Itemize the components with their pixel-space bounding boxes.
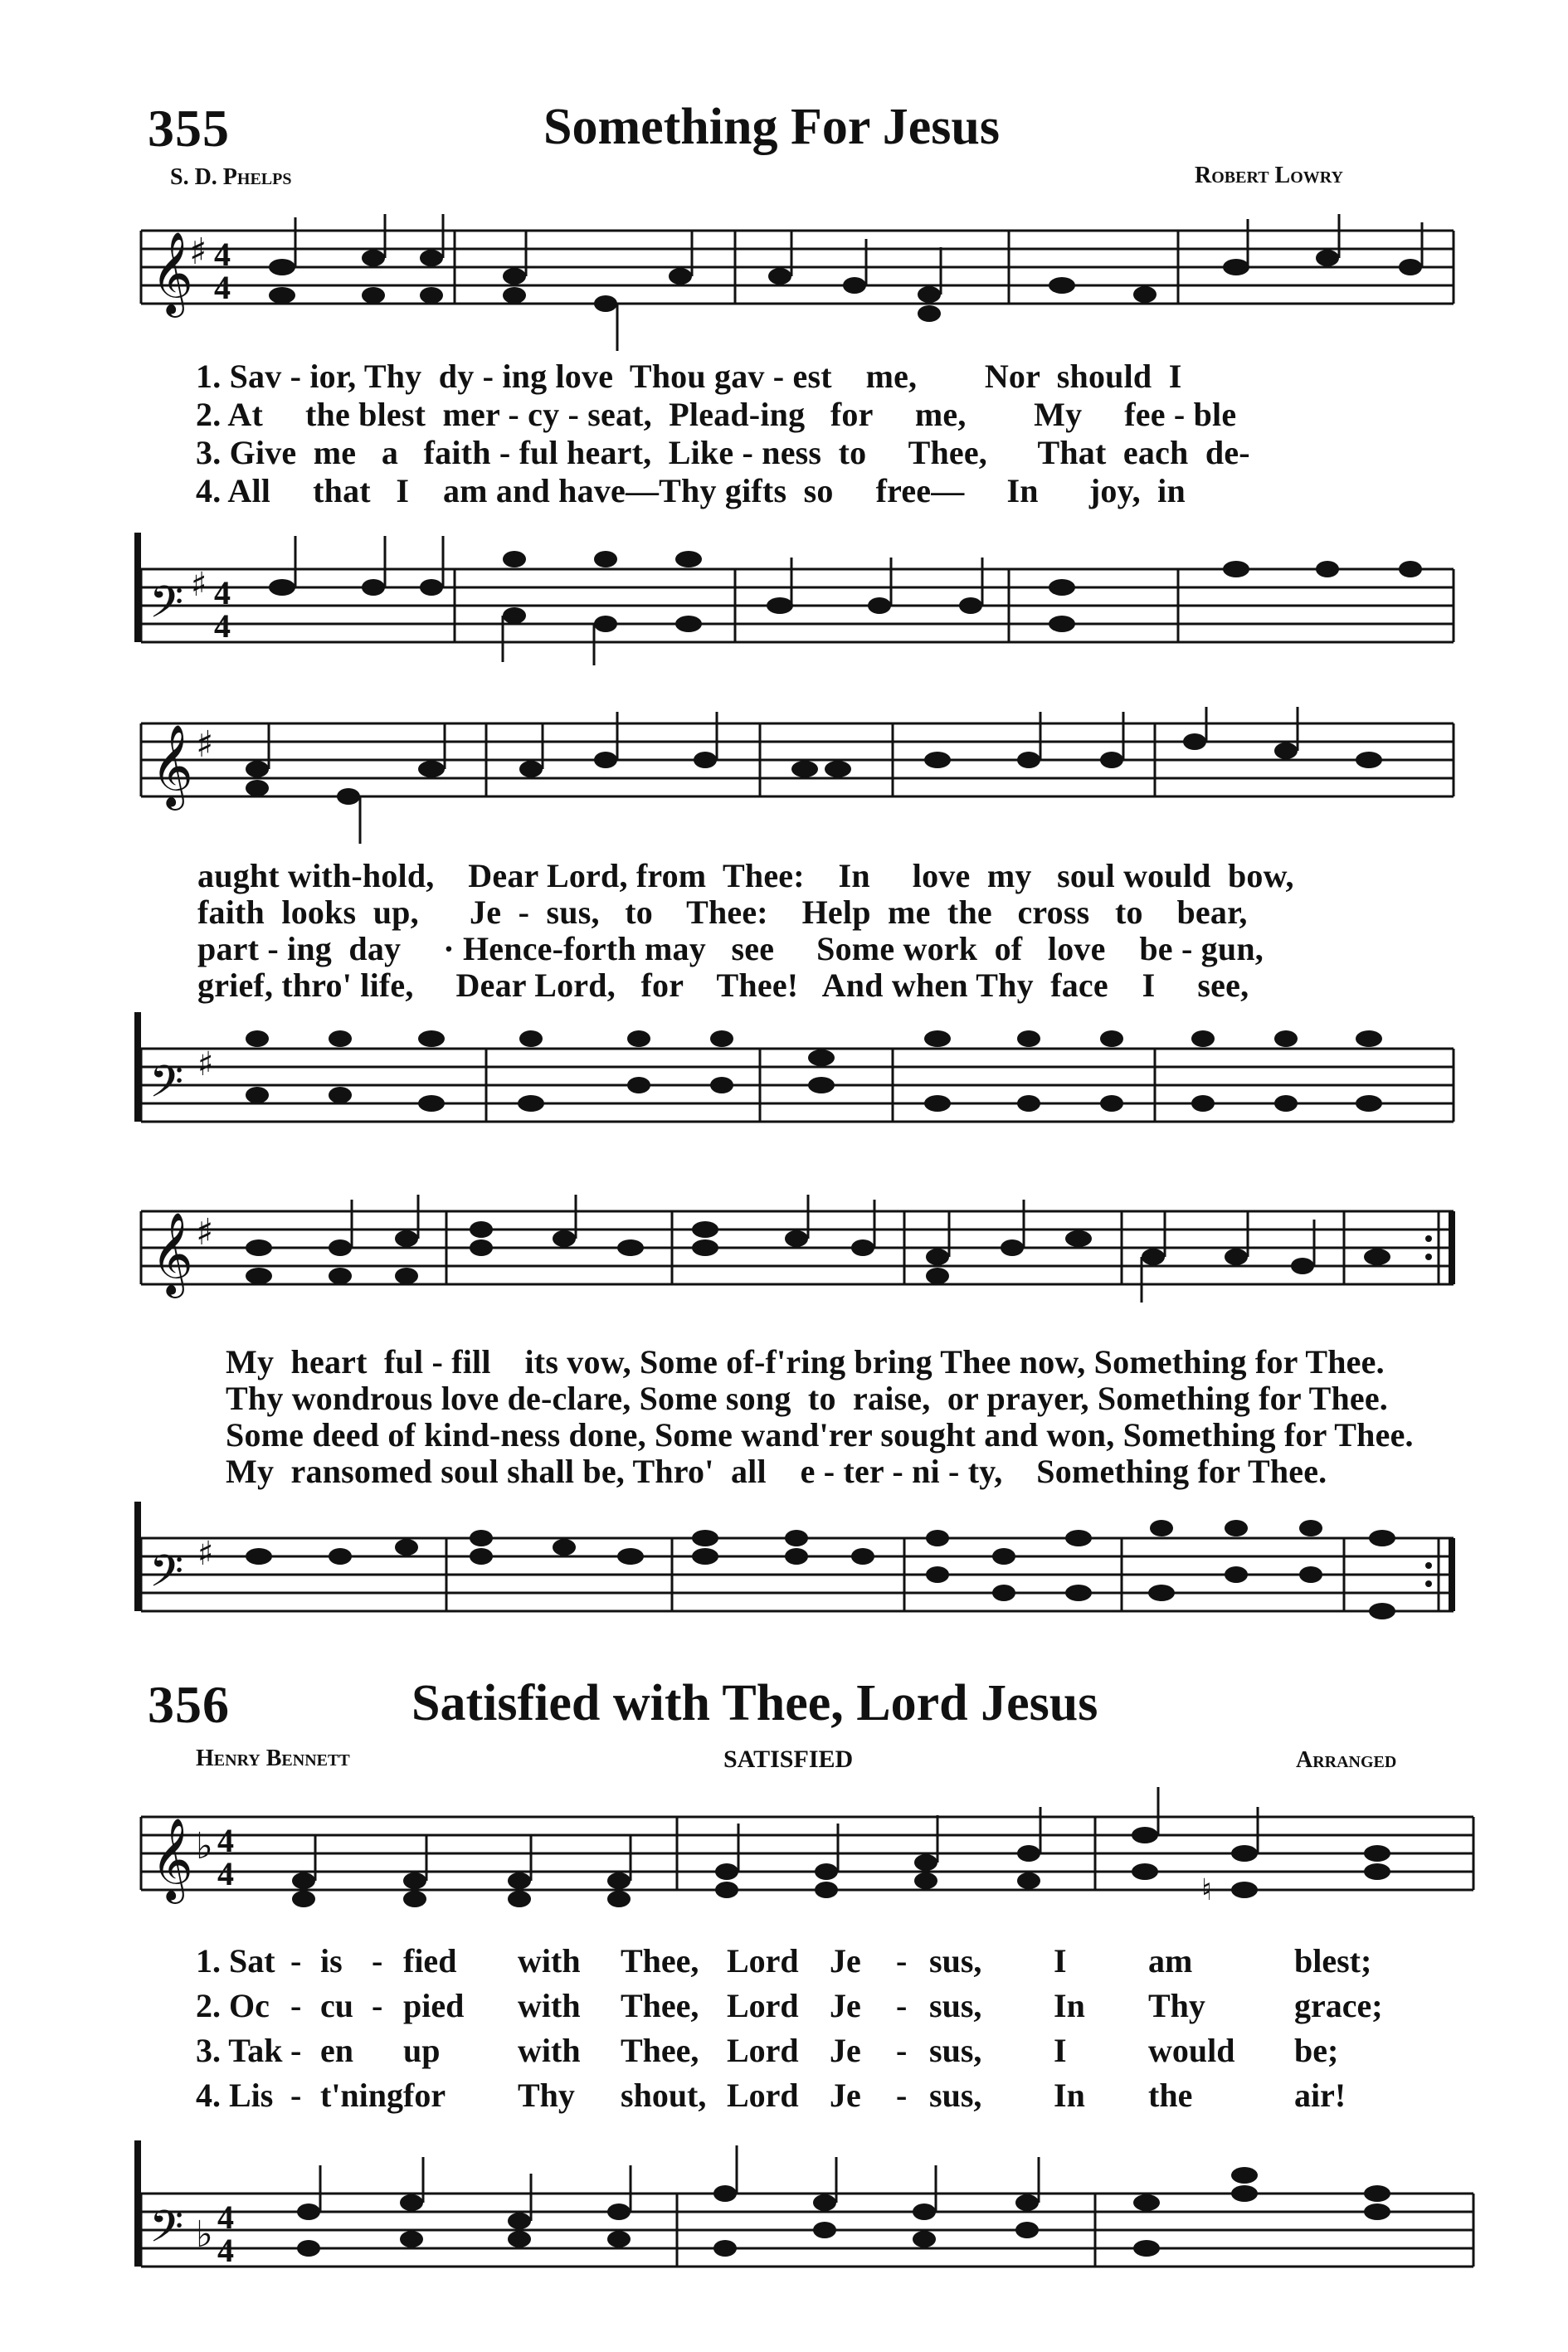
verse-line: 4. All that I am and have—Thy gifts so free— In joy, in xyxy=(196,472,1186,509)
lyric-syllable: am xyxy=(1148,1942,1193,1979)
lyric-syllable: shout, xyxy=(621,2077,707,2114)
lyric-syllable: Je xyxy=(830,1987,861,2024)
verse-line: Thy wondrous love de-clare, Some song to raise, or prayer, Something for Thee. xyxy=(226,1380,1389,1417)
treble-staff xyxy=(0,707,1568,856)
lyric-syllable: Je xyxy=(830,1942,861,1979)
verse-line: 1. Sav - ior, Thy dy - ing love Thou gav - est me, Nor should I xyxy=(196,358,1182,395)
lyric-syllable: - xyxy=(290,1942,302,1979)
verse-line: My heart ful - fill its vow, Some of-f'ring bring Thee now, Something for Thee. xyxy=(226,1343,1385,1381)
svg-text:♯: ♯ xyxy=(196,1211,214,1254)
hymn-title: Something For Jesus xyxy=(543,99,1001,155)
verse-line: Some deed of kind-ness done, Some wand'rer sought and won, Something for Thee. xyxy=(226,1416,1414,1454)
lyric-syllable: - xyxy=(372,1942,383,1979)
lyric-syllable: - xyxy=(896,2077,908,2114)
lyric-syllable: up xyxy=(403,2032,441,2069)
lyric-syllable: with xyxy=(518,2032,581,2069)
hymn-number: 355 xyxy=(148,99,230,158)
svg-text:♮: ♮ xyxy=(1201,1873,1212,1907)
svg-text:𝄢: 𝄢 xyxy=(149,1057,184,1118)
lyric-syllable: 2. Oc xyxy=(196,1987,270,2024)
lyric-syllable: Thy xyxy=(518,2077,575,2114)
lyricist-credit: Henry Bennett xyxy=(196,1746,350,1771)
lyric-syllable: blest; xyxy=(1294,1942,1372,1979)
svg-text:♯: ♯ xyxy=(196,723,214,766)
lyric-syllable: Thee, xyxy=(621,2032,699,2069)
svg-text:𝄢: 𝄢 xyxy=(149,1546,184,1608)
lyric-syllable: with xyxy=(518,1942,581,1979)
lyric-syllable: Lord xyxy=(727,1987,799,2024)
lyric-syllable: - xyxy=(896,1942,908,1979)
svg-text:4: 4 xyxy=(214,607,231,645)
lyric-syllable: Thee, xyxy=(621,1942,699,1979)
svg-text:𝄢: 𝄢 xyxy=(149,577,184,639)
svg-text:𝄞: 𝄞 xyxy=(151,1818,193,1901)
lyric-syllable: 3. Tak xyxy=(196,2032,283,2069)
lyric-syllable: t'ning xyxy=(320,2077,404,2114)
lyric-syllable: air! xyxy=(1294,2077,1346,2114)
lyric-syllable: 1. Sat xyxy=(196,1942,275,1979)
svg-text:𝄞: 𝄞 xyxy=(151,231,193,314)
lyric-syllable: - xyxy=(896,1987,908,2024)
lyric-syllable: sus, xyxy=(929,1942,982,1979)
lyric-syllable: en xyxy=(320,2032,353,2069)
svg-text:4: 4 xyxy=(214,574,231,611)
lyric-syllable: Lord xyxy=(727,2032,799,2069)
lyric-syllable: with xyxy=(518,1987,581,2024)
lyric-syllable: be; xyxy=(1294,2032,1339,2069)
hymn-number: 356 xyxy=(148,1675,230,1734)
svg-text:𝄢: 𝄢 xyxy=(149,2202,184,2263)
lyric-syllable: Thee, xyxy=(621,1987,699,2024)
treble-staff xyxy=(0,1782,1568,1931)
lyric-syllable: Je xyxy=(830,2032,861,2069)
hymn-title: Satisfied with Thee, Lord Jesus xyxy=(411,1675,1098,1731)
lyric-syllable: I xyxy=(1054,2032,1067,2069)
treble-staff xyxy=(0,214,1568,363)
lyric-syllable: Lord xyxy=(727,2077,799,2114)
lyric-syllable: Je xyxy=(830,2077,861,2114)
lyric-syllable: sus, xyxy=(929,2032,982,2069)
lyric-syllable: cu xyxy=(320,1987,353,2024)
lyric-syllable: sus, xyxy=(929,1987,982,2024)
svg-text:4: 4 xyxy=(217,2232,234,2269)
lyric-syllable: the xyxy=(1148,2077,1193,2114)
svg-text:♭: ♭ xyxy=(196,1825,213,1867)
verse-line: part - ing day · Hence-forth may see Some work of love be - gun, xyxy=(197,930,1264,967)
lyric-syllable: Lord xyxy=(727,1942,799,1979)
composer-credit: Robert Lowry xyxy=(1195,163,1343,188)
svg-text:♯: ♯ xyxy=(197,1045,214,1083)
verse-line: 2. At the blest mer - cy - seat, Plead-ing for me, My fee - ble xyxy=(196,396,1237,433)
svg-text:4: 4 xyxy=(217,1822,234,1859)
svg-text:♯: ♯ xyxy=(197,1535,214,1573)
lyric-syllable: - xyxy=(290,2077,302,2114)
lyric-syllable: Thy xyxy=(1148,1987,1205,2024)
svg-text:4: 4 xyxy=(217,1855,234,1892)
lyric-syllable: sus, xyxy=(929,2077,982,2114)
verse-line: faith looks up, Je - sus, to Thee: Help me the cross to bear, xyxy=(197,894,1248,931)
verse-line: My ransomed soul shall be, Thro' all e - ter - ni - ty, Something for Thee. xyxy=(226,1453,1327,1490)
svg-text:𝄞: 𝄞 xyxy=(151,1212,193,1295)
svg-text:♭: ♭ xyxy=(196,2213,213,2256)
svg-text:4: 4 xyxy=(214,236,231,273)
svg-text:♯: ♯ xyxy=(191,566,207,604)
svg-text:♯: ♯ xyxy=(189,231,207,273)
lyric-syllable: fied xyxy=(403,1942,457,1979)
lyric-syllable: is xyxy=(320,1942,343,1979)
bass-staff xyxy=(0,1485,1568,1634)
bass-staff xyxy=(0,516,1568,665)
lyric-syllable: grace; xyxy=(1294,1987,1383,2024)
lyric-syllable: 4. Lis xyxy=(196,2077,274,2114)
bass-staff xyxy=(0,2140,1568,2290)
svg-text:4: 4 xyxy=(217,2199,234,2236)
lyric-syllable: - xyxy=(290,2032,302,2069)
lyric-syllable: pied xyxy=(403,1987,465,2024)
lyric-syllable: - xyxy=(896,2032,908,2069)
verse-block xyxy=(0,1941,1568,2116)
treble-staff xyxy=(0,1195,1568,1344)
lyric-syllable: In xyxy=(1054,1987,1085,2024)
lyric-syllable: would xyxy=(1148,2032,1235,2069)
verse-line: aught with-hold, Dear Lord, from Thee: In love my soul would bow, xyxy=(197,857,1294,894)
lyric-syllable: In xyxy=(1054,2077,1085,2114)
svg-text:𝄞: 𝄞 xyxy=(151,724,193,807)
bass-staff xyxy=(0,996,1568,1145)
svg-text:4: 4 xyxy=(214,269,231,306)
verse-line: 3. Give me a faith - ful heart, Like - ness to Thee, That each de- xyxy=(196,434,1250,471)
tune-name: SATISFIED xyxy=(723,1746,854,1773)
lyric-syllable: for xyxy=(403,2077,446,2114)
lyric-syllable: - xyxy=(290,1987,302,2024)
arranger-credit: Arranged xyxy=(1296,1747,1397,1773)
verse-line: grief, thro' life, Dear Lord, for Thee! And when Thy face I see, xyxy=(197,967,1249,1004)
lyricist-credit: S. D. Phelps xyxy=(170,164,292,190)
lyric-syllable: I xyxy=(1054,1942,1067,1979)
lyric-syllable: - xyxy=(372,1987,383,2024)
